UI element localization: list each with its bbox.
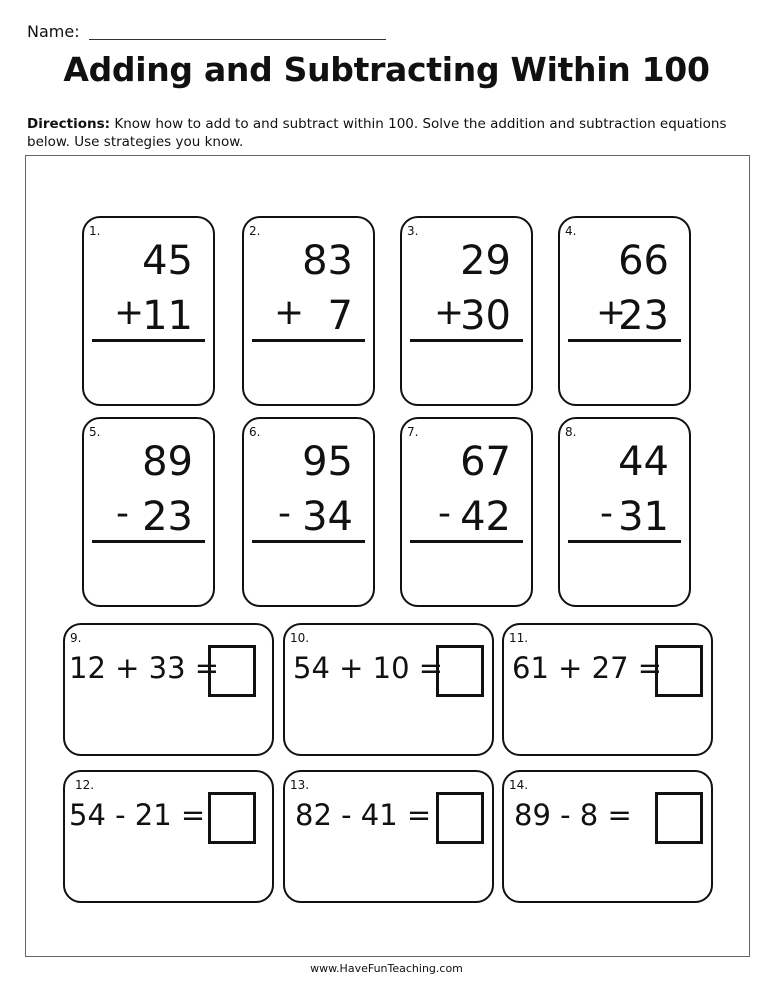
problem-number: 12. bbox=[75, 778, 95, 792]
page-title: Adding and Subtracting Within 100 bbox=[63, 50, 710, 89]
problem-card-7 bbox=[400, 417, 533, 607]
top-number: 89 bbox=[142, 439, 193, 485]
equation: 54 + 10 = bbox=[293, 651, 444, 685]
answer-line[interactable] bbox=[568, 540, 681, 543]
bottom-number: 11 bbox=[142, 293, 193, 339]
answer-box[interactable] bbox=[655, 792, 703, 844]
problem-number: 1. bbox=[89, 224, 101, 238]
operator: - bbox=[600, 493, 613, 534]
problem-card-5 bbox=[82, 417, 215, 607]
problem-card-3 bbox=[400, 216, 533, 406]
bottom-number: 31 bbox=[618, 494, 669, 540]
problem-number: 14. bbox=[509, 778, 529, 792]
problem-card-13 bbox=[283, 770, 494, 903]
answer-box[interactable] bbox=[208, 792, 256, 844]
answer-line[interactable] bbox=[568, 339, 681, 342]
directions bbox=[27, 115, 747, 151]
footer-website: www.HaveFunTeaching.com bbox=[310, 962, 463, 975]
problem-number: 8. bbox=[565, 425, 577, 439]
problem-number: 6. bbox=[249, 425, 261, 439]
answer-box[interactable] bbox=[655, 645, 703, 697]
operator: + bbox=[434, 292, 465, 333]
bottom-number: 23 bbox=[142, 494, 193, 540]
bottom-number: 30 bbox=[460, 293, 511, 339]
operator: + bbox=[274, 292, 305, 333]
equation: 82 - 41 = bbox=[295, 798, 432, 832]
operator: - bbox=[438, 493, 451, 534]
equation: 12 + 33 = bbox=[69, 651, 220, 685]
bottom-number: 23 bbox=[618, 293, 669, 339]
answer-box[interactable] bbox=[208, 645, 256, 697]
problem-card-9 bbox=[63, 623, 274, 756]
problem-card-10 bbox=[283, 623, 494, 756]
problem-number: 3. bbox=[407, 224, 419, 238]
operator: - bbox=[116, 493, 129, 534]
top-number: 45 bbox=[142, 238, 193, 284]
operator: + bbox=[114, 292, 145, 333]
top-number: 83 bbox=[302, 238, 353, 284]
top-number: 95 bbox=[302, 439, 353, 485]
top-number: 29 bbox=[460, 238, 511, 284]
problem-number: 4. bbox=[565, 224, 577, 238]
equation: 61 + 27 = bbox=[512, 651, 663, 685]
top-number: 67 bbox=[460, 439, 511, 485]
answer-line[interactable] bbox=[410, 339, 523, 342]
answer-line[interactable] bbox=[252, 339, 365, 342]
problem-number: 2. bbox=[249, 224, 261, 238]
problem-card-6 bbox=[242, 417, 375, 607]
answer-box[interactable] bbox=[436, 645, 484, 697]
answer-line[interactable] bbox=[92, 540, 205, 543]
top-number: 66 bbox=[618, 238, 669, 284]
name-label: Name: bbox=[27, 22, 80, 41]
problem-card-8 bbox=[558, 417, 691, 607]
problem-number: 7. bbox=[407, 425, 419, 439]
equation: 89 - 8 = bbox=[514, 798, 632, 832]
problem-number: 9. bbox=[70, 631, 82, 645]
answer-line[interactable] bbox=[252, 540, 365, 543]
problem-card-2 bbox=[242, 216, 375, 406]
problem-number: 11. bbox=[509, 631, 529, 645]
answer-line[interactable] bbox=[410, 540, 523, 543]
directions-label: Directions: bbox=[27, 116, 111, 132]
equation: 54 - 21 = bbox=[69, 798, 206, 832]
problem-card-12 bbox=[63, 770, 274, 903]
directions-text: Know how to add to and subtract within 100. Solve the addition and subtraction equations below. Use strategies you know. bbox=[27, 116, 727, 150]
answer-line[interactable] bbox=[92, 339, 205, 342]
problem-card-11 bbox=[502, 623, 713, 756]
problem-card-4 bbox=[558, 216, 691, 406]
problem-number: 13. bbox=[290, 778, 310, 792]
problem-card-14 bbox=[502, 770, 713, 903]
answer-box[interactable] bbox=[436, 792, 484, 844]
problem-card-1 bbox=[82, 216, 215, 406]
operator: + bbox=[596, 292, 627, 333]
problem-number: 10. bbox=[290, 631, 310, 645]
top-number: 44 bbox=[618, 439, 669, 485]
bottom-number: 42 bbox=[460, 494, 511, 540]
bottom-number: 34 bbox=[302, 494, 353, 540]
name-line[interactable] bbox=[89, 39, 386, 40]
bottom-number: 7 bbox=[327, 293, 353, 339]
operator: - bbox=[278, 493, 291, 534]
problem-number: 5. bbox=[89, 425, 101, 439]
